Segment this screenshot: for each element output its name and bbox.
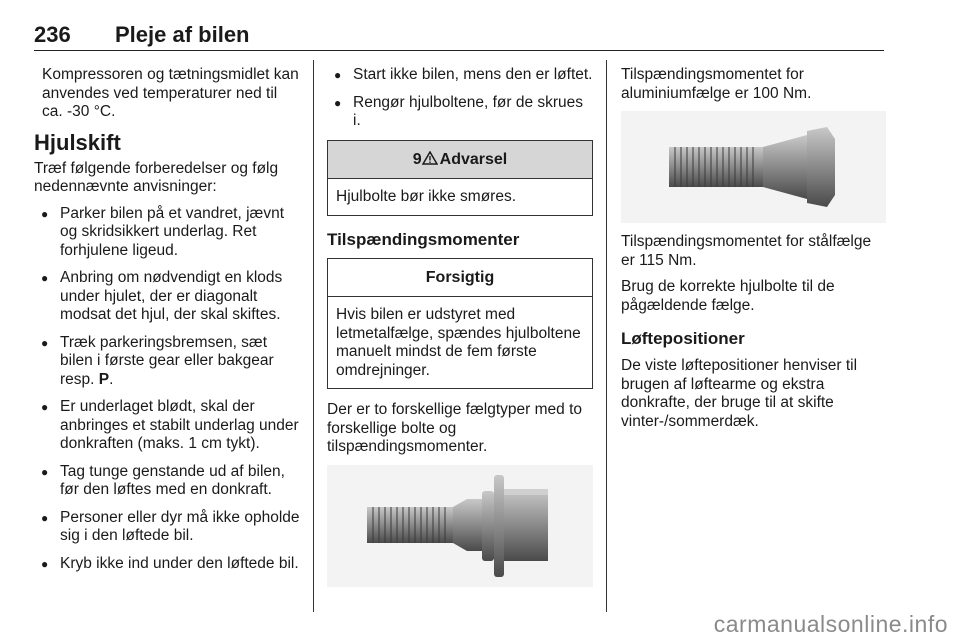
alu-wheel-bolt-figure: [621, 111, 886, 223]
alu-bolt-illustration: [621, 111, 886, 223]
page-number: 236: [34, 22, 71, 47]
column-divider-1: [313, 60, 314, 612]
list-item: ● Er underlaget blødt, skal der anbringes et stabilt underlag under donkraften (maks. 1 cm tykt).: [34, 398, 302, 454]
list-item: ● Kryb ikke ind under den løftede bil.: [34, 555, 302, 574]
warning-box: [327, 140, 593, 216]
correct-bolts-paragraph: Brug de korrekte hjulbolte til de pågældende fælge.: [621, 278, 835, 314]
warning-header: [328, 141, 592, 180]
list-item: ● Rengør hjulboltene, før de skrues i.: [327, 94, 593, 131]
warning-title: Advarsel: [439, 150, 508, 168]
list-item-text: Træk parkeringsbremsen, sæt bilen i første gear eller bakgear resp.: [60, 333, 274, 388]
section-heading-loftepositioner: Løftepositioner: [621, 329, 745, 348]
warning-number: 9: [412, 150, 422, 168]
watermark: carmanualsonline.info: [713, 611, 948, 637]
section-heading-hjulskift: Hjulskift: [34, 129, 121, 155]
alu-torque-paragraph: Tilspændingsmomentet for aluminiumfælge er 100 Nm.: [621, 66, 812, 102]
list-item: ● Tag tunge genstande ud af bilen, før den løftes med en donkraft.: [34, 463, 302, 500]
column-1: [34, 66, 302, 582]
steel-bolt-illustration: [327, 465, 593, 587]
column-divider-2: [606, 60, 607, 612]
list-item: ● Personer eller dyr må ikke opholde sig i den løftede bil.: [34, 509, 302, 546]
caution-title: Forsigtig: [328, 259, 592, 298]
section-heading-tilspaendingsmomenter: Tilspændingsmomenter: [327, 229, 520, 249]
intro-paragraph: Kompressoren og tætningsmidlet kan anvendes ved temperaturer ned til ca. -30 °C.: [42, 66, 299, 120]
list-item: ● Start ikke bilen, mens den er løftet.: [327, 66, 593, 85]
lift-positions-paragraph: De viste løftepositioner henviser til brugen af løftearme og ekstra donkrafte, der bruge til at skifte vinter-/sommerdæk.: [621, 357, 858, 430]
page-header: [34, 22, 884, 51]
warning-triangle-icon: [422, 151, 438, 165]
page-title: Pleje af bilen: [115, 22, 250, 47]
punctuation: .: [109, 370, 114, 388]
gear-p-label: P: [98, 370, 110, 388]
caution-box: [327, 258, 593, 390]
column-3: [621, 66, 886, 439]
caution-text: Hvis bilen er udstyret med letmetalfælge, spændes hjulboltene manuelt mindst de fem første omdrejninger.: [336, 306, 581, 379]
rim-types-paragraph: Der er to forskellige fælgtyper med to forskellige bolte og tilspændingsmomenter.: [327, 401, 582, 455]
warning-text: Hjulbolte bør ikke smøres.: [336, 188, 517, 205]
list-item: ● Anbring om nødvendigt en klods under hjulet, der er diagonalt modsat det hjul, der skal skiftes.: [34, 269, 302, 325]
preparation-list: [34, 205, 302, 574]
list-item: [34, 334, 302, 390]
bolt-list: [327, 66, 593, 131]
steel-torque-paragraph: Tilspændingsmomentet for stålfælge er 115 Nm.: [621, 233, 872, 269]
lead-paragraph: Træf følgende forberedelser og følg nedennævnte anvisninger:: [34, 159, 279, 195]
column-2: [327, 66, 593, 597]
list-item: ● Parker bilen på et vandret, jævnt og skridsikkert underlag. Ret forhjulene ligeud.: [34, 205, 302, 261]
steel-wheel-bolt-figure: [327, 465, 593, 587]
